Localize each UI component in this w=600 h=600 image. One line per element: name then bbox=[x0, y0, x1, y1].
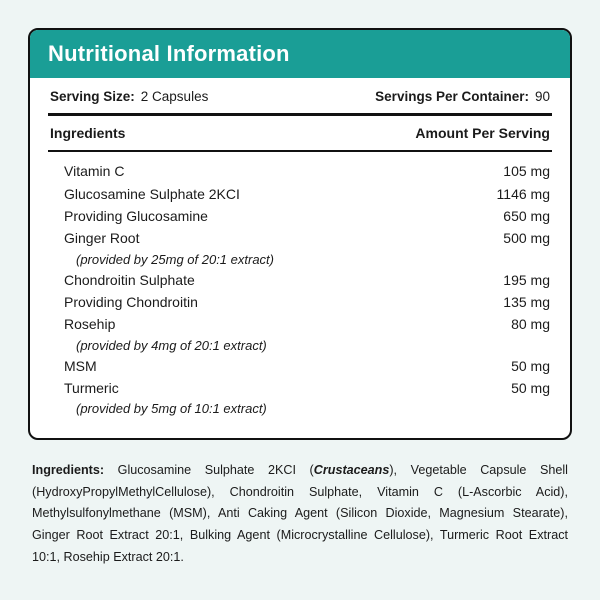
nutrient-note: (provided by 5mg of 10:1 extract) bbox=[76, 401, 267, 417]
nutrient-name: Turmeric bbox=[64, 380, 119, 397]
table-row bbox=[50, 205, 550, 227]
nutrient-amount: 50 mg bbox=[511, 357, 550, 374]
nutrient-amount: 80 mg bbox=[511, 316, 550, 333]
servings-per-container-value: 90 bbox=[534, 89, 550, 104]
serving-size-label: Serving Size: bbox=[50, 89, 135, 104]
nutrient-name: MSM bbox=[64, 357, 97, 374]
nutrient-list bbox=[48, 152, 552, 428]
table-row bbox=[50, 160, 550, 182]
nutrient-name: Glucosamine Sulphate 2KCI bbox=[64, 185, 240, 202]
serving-size-group bbox=[50, 89, 208, 104]
table-row bbox=[50, 269, 550, 291]
nutrient-amount: 105 mg bbox=[503, 163, 550, 180]
table-row bbox=[50, 182, 550, 204]
table-row bbox=[50, 355, 550, 377]
ingredients-text-before: Glucosamine Sulphate 2KCI ( bbox=[104, 463, 314, 477]
nutrient-amount: 135 mg bbox=[503, 294, 550, 311]
nutrient-amount: 50 mg bbox=[511, 380, 550, 397]
page-title: Nutritional Information bbox=[48, 41, 290, 66]
serving-size-value: 2 Capsules bbox=[140, 89, 209, 104]
nutrient-name: Ginger Root bbox=[64, 230, 140, 247]
serving-row bbox=[48, 78, 552, 113]
nutrient-amount: 650 mg bbox=[503, 207, 550, 224]
table-row bbox=[50, 377, 550, 399]
column-header-ingredients: Ingredients bbox=[50, 125, 126, 141]
nutrient-name: Chondroitin Sulphate bbox=[64, 271, 195, 288]
panel-body bbox=[30, 78, 570, 438]
nutrient-note: (provided by 4mg of 20:1 extract) bbox=[76, 337, 267, 353]
table-row bbox=[50, 313, 550, 335]
nutrient-name: Providing Chondroitin bbox=[64, 294, 198, 311]
servings-per-container-label: Servings Per Container: bbox=[375, 89, 529, 104]
allergen-highlight: Crustaceans bbox=[313, 463, 390, 477]
nutrient-name: Rosehip bbox=[64, 316, 116, 333]
panel-header bbox=[30, 30, 570, 78]
nutrient-name: Vitamin C bbox=[64, 163, 125, 180]
ingredients-label: Ingredients: bbox=[32, 463, 105, 477]
nutrition-facts-panel bbox=[28, 28, 572, 440]
table-row bbox=[50, 227, 550, 249]
nutrient-amount: 1146 mg bbox=[496, 185, 550, 202]
nutrient-amount: 195 mg bbox=[503, 271, 550, 288]
nutrient-name: Providing Glucosamine bbox=[64, 207, 208, 224]
ingredients-text-after: ), Vegetable Capsule Shell (HydroxyPropylMethylCellulose), Chondroitin Sulphate, Vitamin C (L-Ascorbic Acid), Methylsulfonylmethane (MSM), Anti Caking Agent (Silicon Dioxide, Magnesium Stearate), Ginger Root Extract 20:1, Bulking Agent (Microcrystalline Cellulose), Turmeric Root Extract 10:1, Rosehip Extract 20:1. bbox=[32, 463, 568, 564]
servings-per-container-group bbox=[375, 89, 550, 104]
ingredients-statement bbox=[28, 448, 572, 568]
column-header-amount: Amount Per Serving bbox=[415, 125, 550, 141]
column-headers bbox=[48, 116, 552, 150]
nutrient-amount: 500 mg bbox=[503, 230, 550, 247]
table-row bbox=[50, 291, 550, 313]
nutrient-note: (provided by 25mg of 20:1 extract) bbox=[76, 251, 274, 267]
